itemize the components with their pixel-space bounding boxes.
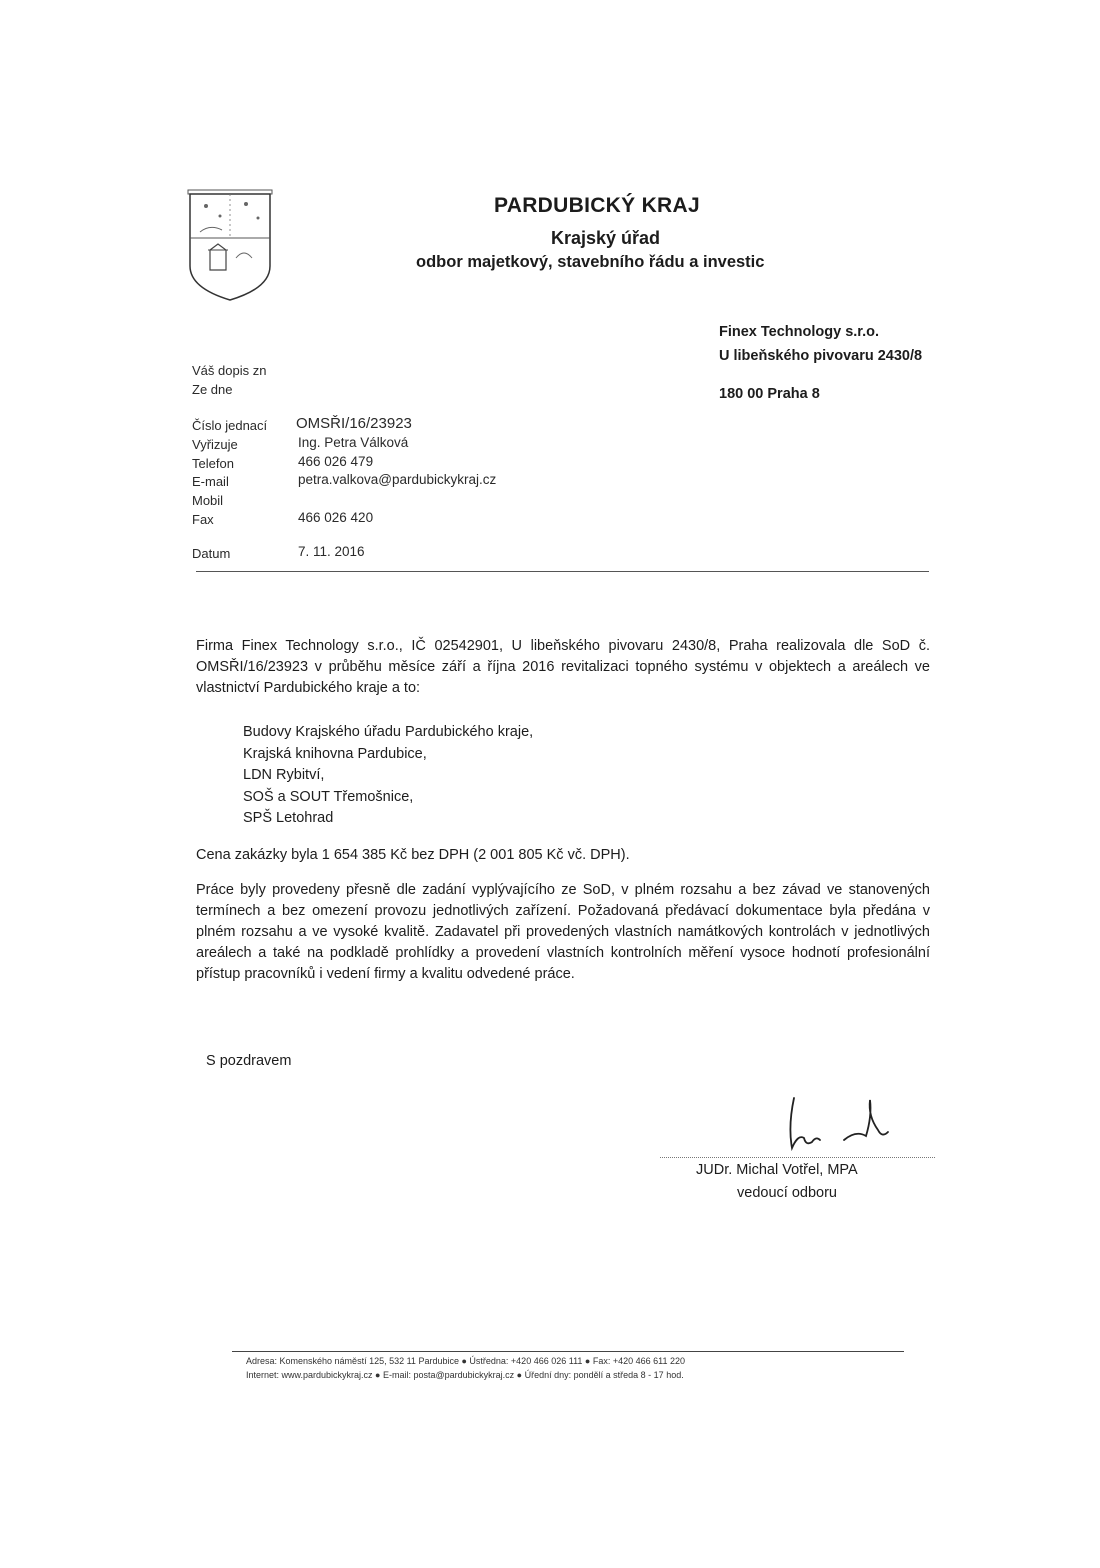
list-item: Budovy Krajského úřadu Pardubického kraje, (243, 724, 534, 740)
signer-role: vedoucí odboru (737, 1185, 837, 1201)
footer-divider (232, 1351, 904, 1352)
list-item: SOŠ a SOUT Třemošnice, (243, 788, 414, 805)
recipient-street: U libeňského pivovaru 2430/8 (719, 348, 923, 364)
file-no-label: Číslo jednací (192, 418, 268, 433)
recipient-city: 180 00 Praha 8 (719, 386, 820, 402)
email-value: petra.valkova@pardubickykraj.cz (298, 472, 497, 487)
list-item: SPŠ Letohrad (243, 810, 334, 826)
signature-line (660, 1157, 935, 1158)
your-letter-label: Váš dopis zn (192, 363, 267, 378)
footer-line-1: Adresa: Komenského náměstí 125, 532 11 Pardubice ● Ústředna: +420 466 026 111 ● Fax: +420 466 611 220 (246, 1356, 686, 1366)
phone-value: 466 026 479 (298, 454, 374, 469)
recipient-company: Finex Technology s.r.o. (719, 324, 880, 340)
evaluation-paragraph: Práce byly provedeny přesně dle zadání vyplývajícího ze SoD, v plném rozsahu a bez závad ve stanovených termínech a bez omezení provozu jednotlivých zařízení. Požadovaná předávací dokumentace byla předána v plném rozsahu a ve vysoké kvalitě. Zadavatel při provedených vlastních namátkových kontrolách v jednotlivých areálech a také na podkladě prohlídky a provedení vlastních kontrolních měření vysoce hodnotí profesionální přístup pracovníků i vedení firmy a kvalitu odvedené práce. (196, 882, 930, 982)
fax-label: Fax (192, 512, 214, 527)
phone-label: Telefon (192, 456, 234, 471)
coat-of-arms-logo (186, 188, 274, 302)
handled-by-label: Vyřizuje (192, 437, 238, 452)
list-item: Krajská knihovna Pardubice, (243, 745, 427, 762)
handwritten-signature (782, 1086, 892, 1156)
region-title: PARDUBICKÝ KRAJ (494, 194, 700, 217)
header-divider (196, 571, 929, 572)
file-no-value: OMSŘI/16/23923 (296, 415, 412, 432)
intro-paragraph: Firma Finex Technology s.r.o., IČ 02542901, U libeňského pivovaru 2430/8, Praha realizovala dle SoD č. OMSŘI/16/23923 v průběhu měsíce září a října 2016 revitalizaci topného systému v objektech a areálech ve vlastnictví Pardubického kraje a to: (196, 638, 930, 696)
greeting: S pozdravem (206, 1053, 292, 1069)
footer-line-2: Internet: www.pardubickykraj.cz ● E-mail: posta@pardubickykraj.cz ● Úřední dny: pondělí a středa 8 - 17 hod. (246, 1370, 684, 1380)
date-from-label: Ze dne (192, 382, 233, 397)
fax-value: 466 026 420 (298, 510, 374, 525)
department-title: odbor majetkový, stavebního řádu a investic (416, 253, 765, 271)
building-list (243, 722, 533, 830)
handled-by-value: Ing. Petra Válková (298, 435, 409, 450)
list-item: LDN Rybitví, (243, 767, 325, 783)
email-label: E-mail (192, 474, 229, 489)
date-value: 7. 11. 2016 (298, 544, 365, 559)
mobile-label: Mobil (192, 493, 224, 508)
date-label: Datum (192, 546, 231, 561)
price-paragraph: Cena zakázky byla 1 654 385 Kč bez DPH (2 001 805 Kč vč. DPH). (196, 847, 630, 863)
recipient-address (719, 320, 922, 406)
office-title: Krajský úřad (551, 228, 661, 248)
signer-name: JUDr. Michal Votřel, MPA (696, 1162, 858, 1178)
